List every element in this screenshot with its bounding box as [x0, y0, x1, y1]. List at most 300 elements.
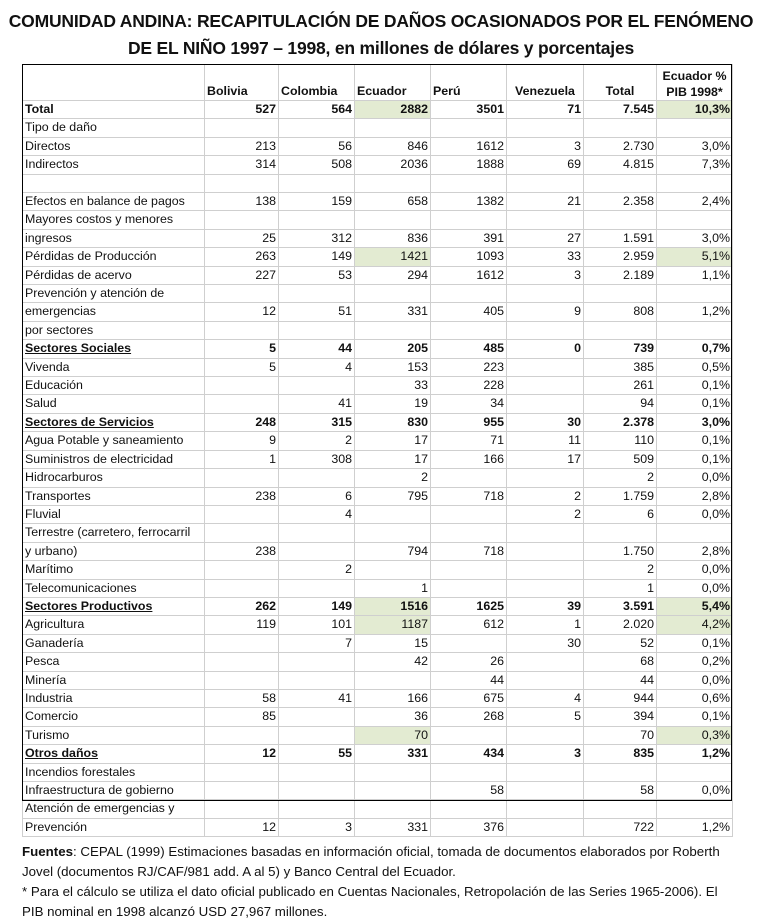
damage-table	[22, 64, 733, 837]
cell-bolivia: 12	[205, 745, 279, 763]
table-row	[23, 653, 733, 671]
cell-venezuela: 2	[507, 505, 584, 523]
cell-venezuela	[507, 395, 584, 413]
cell-venezuela	[507, 561, 584, 579]
cell-ecuador: 153	[355, 358, 431, 376]
cell-ecuador-pct-pib: 0,7%	[657, 340, 733, 358]
cell-bolivia: 238	[205, 542, 279, 560]
cell-ecuador-pct-pib: 0,0%	[657, 782, 733, 800]
table-row	[23, 469, 733, 487]
cell-peru: 1612	[431, 137, 507, 155]
cell-colombia	[279, 763, 355, 781]
cell-ecuador-pct-pib: 1,2%	[657, 745, 733, 763]
cell-venezuela	[507, 211, 584, 229]
cell-ecuador: 795	[355, 487, 431, 505]
row-label: Pérdidas de acervo	[23, 266, 205, 284]
cell-ecuador-pct-pib: 0,1%	[657, 377, 733, 395]
cell-venezuela	[507, 469, 584, 487]
cell-ecuador: 331	[355, 303, 431, 321]
footnote: * Para el cálculo se utiliza el dato oficial publicado en Cuentas Nacionales, Retropolación de las Series 1965-2006). El PIB nominal en 1998 alcanzó USD 27,967 millones.	[22, 884, 718, 919]
cell-bolivia	[205, 211, 279, 229]
cell-peru: 223	[431, 358, 507, 376]
cell-peru: 434	[431, 745, 507, 763]
cell-total: 722	[584, 818, 657, 836]
cell-total	[584, 524, 657, 542]
cell-ecuador-pct-pib: 7,3%	[657, 156, 733, 174]
cell-bolivia: 85	[205, 708, 279, 726]
row-label: Agricultura	[23, 616, 205, 634]
row-label: Sectores de Servicios	[23, 413, 205, 431]
cell-ecuador: 294	[355, 266, 431, 284]
cell-peru	[431, 211, 507, 229]
cell-venezuela	[507, 579, 584, 597]
cell-ecuador-pct-pib	[657, 763, 733, 781]
cell-venezuela: 5	[507, 708, 584, 726]
cell-peru: 1093	[431, 248, 507, 266]
cell-ecuador-pct-pib: 0,1%	[657, 395, 733, 413]
row-label: Mayores costos y menores	[23, 211, 205, 229]
row-label: Comercio	[23, 708, 205, 726]
cell-colombia	[279, 524, 355, 542]
row-label: Prevención y atención de	[23, 285, 205, 303]
cell-peru: 268	[431, 708, 507, 726]
cell-venezuela: 3	[507, 137, 584, 155]
cell-ecuador: 17	[355, 432, 431, 450]
cell-ecuador	[355, 763, 431, 781]
table-row	[23, 137, 733, 155]
cell-total: 835	[584, 745, 657, 763]
cell-colombia	[279, 653, 355, 671]
table-row	[23, 726, 733, 744]
cell-colombia	[279, 377, 355, 395]
table-row	[23, 505, 733, 523]
row-label: Pérdidas de Producción	[23, 248, 205, 266]
cell-ecuador-pct-pib: 0,0%	[657, 505, 733, 523]
cell-bolivia	[205, 653, 279, 671]
row-label: Incendios forestales	[23, 763, 205, 781]
cell-total: 394	[584, 708, 657, 726]
cell-peru: 376	[431, 818, 507, 836]
row-label: Directos	[23, 137, 205, 155]
table-row	[23, 597, 733, 615]
cell-colombia: 149	[279, 248, 355, 266]
cell-ecuador: 658	[355, 193, 431, 211]
cell-peru: 228	[431, 377, 507, 395]
cell-peru	[431, 174, 507, 192]
cell-colombia: 2	[279, 432, 355, 450]
cell-venezuela: 0	[507, 340, 584, 358]
cell-peru: 71	[431, 432, 507, 450]
cell-venezuela: 4	[507, 689, 584, 707]
cell-ecuador-pct-pib	[657, 285, 733, 303]
cell-venezuela	[507, 800, 584, 818]
row-label: por sectores	[23, 321, 205, 339]
header-total: Total	[584, 65, 657, 101]
cell-ecuador: 1516	[355, 597, 431, 615]
cell-peru	[431, 763, 507, 781]
row-label: Hidrocarburos	[23, 469, 205, 487]
row-label: Efectos en balance de pagos	[23, 193, 205, 211]
cell-ecuador-pct-pib: 0,1%	[657, 708, 733, 726]
cell-venezuela: 27	[507, 229, 584, 247]
cell-ecuador-pct-pib	[657, 321, 733, 339]
cell-total: 1.759	[584, 487, 657, 505]
cell-venezuela: 3	[507, 745, 584, 763]
cell-ecuador: 331	[355, 745, 431, 763]
cell-colombia: 101	[279, 616, 355, 634]
row-label: Infraestructura de gobierno	[23, 782, 205, 800]
cell-bolivia: 262	[205, 597, 279, 615]
cell-total: 2	[584, 561, 657, 579]
cell-colombia: 508	[279, 156, 355, 174]
row-label: Atención de emergencias y	[23, 800, 205, 818]
cell-bolivia	[205, 634, 279, 652]
table-row	[23, 340, 733, 358]
cell-venezuela: 69	[507, 156, 584, 174]
cell-total: 52	[584, 634, 657, 652]
cell-bolivia	[205, 726, 279, 744]
cell-peru	[431, 469, 507, 487]
cell-ecuador-pct-pib: 2,8%	[657, 487, 733, 505]
row-label	[23, 174, 205, 192]
table-row	[23, 561, 733, 579]
cell-peru: 675	[431, 689, 507, 707]
header-colombia: Colombia	[279, 65, 355, 101]
cell-ecuador-pct-pib: 5,1%	[657, 248, 733, 266]
cell-peru: 34	[431, 395, 507, 413]
row-label: Telecomunicaciones	[23, 579, 205, 597]
cell-ecuador-pct-pib	[657, 800, 733, 818]
cell-ecuador-pct-pib: 0,1%	[657, 450, 733, 468]
table-body	[23, 65, 733, 837]
cell-ecuador: 70	[355, 726, 431, 744]
table-row	[23, 358, 733, 376]
cell-venezuela: 9	[507, 303, 584, 321]
cell-ecuador-pct-pib: 2,4%	[657, 193, 733, 211]
cell-venezuela	[507, 782, 584, 800]
cell-colombia	[279, 469, 355, 487]
table-row	[23, 303, 733, 321]
cell-total: 2.358	[584, 193, 657, 211]
cell-ecuador-pct-pib: 1,2%	[657, 303, 733, 321]
cell-bolivia: 248	[205, 413, 279, 431]
cell-peru: 1625	[431, 597, 507, 615]
cell-colombia: 4	[279, 505, 355, 523]
cell-total: 7.545	[584, 101, 657, 119]
cell-peru: 1382	[431, 193, 507, 211]
cell-venezuela: 17	[507, 450, 584, 468]
cell-venezuela: 39	[507, 597, 584, 615]
cell-ecuador: 36	[355, 708, 431, 726]
cell-ecuador: 19	[355, 395, 431, 413]
table-row	[23, 193, 733, 211]
cell-ecuador-pct-pib: 3,0%	[657, 413, 733, 431]
cell-total: 2.189	[584, 266, 657, 284]
cell-ecuador	[355, 524, 431, 542]
cell-bolivia: 527	[205, 101, 279, 119]
cell-total: 385	[584, 358, 657, 376]
cell-ecuador-pct-pib: 0,0%	[657, 561, 733, 579]
row-label: Transportes	[23, 487, 205, 505]
cell-peru	[431, 321, 507, 339]
cell-colombia: 55	[279, 745, 355, 763]
row-label: Terrestre (carretero, ferrocarril	[23, 524, 205, 542]
row-label: Suministros de electricidad	[23, 450, 205, 468]
cell-venezuela: 2	[507, 487, 584, 505]
table-row	[23, 432, 733, 450]
cell-colombia	[279, 800, 355, 818]
cell-total: 94	[584, 395, 657, 413]
cell-total: 2	[584, 469, 657, 487]
table-row	[23, 174, 733, 192]
cell-ecuador-pct-pib: 10,3%	[657, 101, 733, 119]
cell-colombia: 564	[279, 101, 355, 119]
cell-ecuador-pct-pib: 0,0%	[657, 671, 733, 689]
cell-bolivia	[205, 561, 279, 579]
cell-total: 944	[584, 689, 657, 707]
cell-ecuador: 2036	[355, 156, 431, 174]
cell-total: 1.750	[584, 542, 657, 560]
cell-colombia: 41	[279, 395, 355, 413]
cell-colombia: 53	[279, 266, 355, 284]
row-label: Vivenda	[23, 358, 205, 376]
cell-colombia: 41	[279, 689, 355, 707]
cell-colombia: 149	[279, 597, 355, 615]
cell-ecuador-pct-pib: 0,5%	[657, 358, 733, 376]
cell-colombia	[279, 579, 355, 597]
cell-ecuador-pct-pib: 0,0%	[657, 469, 733, 487]
cell-bolivia	[205, 800, 279, 818]
cell-colombia: 308	[279, 450, 355, 468]
cell-total: 1	[584, 579, 657, 597]
cell-total: 4.815	[584, 156, 657, 174]
cell-colombia: 44	[279, 340, 355, 358]
table-row	[23, 745, 733, 763]
cell-total	[584, 211, 657, 229]
row-label: Prevención	[23, 818, 205, 836]
cell-bolivia: 5	[205, 358, 279, 376]
cell-peru	[431, 800, 507, 818]
row-label: Educación	[23, 377, 205, 395]
cell-bolivia: 138	[205, 193, 279, 211]
cell-ecuador-pct-pib: 4,2%	[657, 616, 733, 634]
table-row	[23, 524, 733, 542]
table-row	[23, 321, 733, 339]
table-row	[23, 800, 733, 818]
cell-peru: 1612	[431, 266, 507, 284]
cell-ecuador: 205	[355, 340, 431, 358]
header-venezuela: Venezuela	[507, 65, 584, 101]
cell-bolivia: 1	[205, 450, 279, 468]
cell-bolivia: 12	[205, 818, 279, 836]
table-row	[23, 377, 733, 395]
cell-colombia: 2	[279, 561, 355, 579]
cell-bolivia	[205, 469, 279, 487]
cell-ecuador-pct-pib: 3,0%	[657, 137, 733, 155]
row-label: Minería	[23, 671, 205, 689]
cell-bolivia: 227	[205, 266, 279, 284]
cell-bolivia	[205, 524, 279, 542]
row-label: Turismo	[23, 726, 205, 744]
fuentes-note	[22, 842, 740, 882]
table-row	[23, 782, 733, 800]
table-row	[23, 634, 733, 652]
table-row	[23, 671, 733, 689]
cell-venezuela	[507, 671, 584, 689]
cell-venezuela	[507, 653, 584, 671]
cell-venezuela	[507, 119, 584, 137]
cell-ecuador-pct-pib	[657, 524, 733, 542]
row-label: Pesca	[23, 653, 205, 671]
cell-ecuador	[355, 800, 431, 818]
cell-ecuador: 1421	[355, 248, 431, 266]
cell-total: 3.591	[584, 597, 657, 615]
cell-ecuador: 830	[355, 413, 431, 431]
cell-ecuador	[355, 561, 431, 579]
fuentes-label: Fuentes	[22, 844, 73, 859]
cell-bolivia	[205, 285, 279, 303]
cell-total: 1.591	[584, 229, 657, 247]
cell-peru: 166	[431, 450, 507, 468]
cell-total: 2.378	[584, 413, 657, 431]
cell-colombia: 7	[279, 634, 355, 652]
table-row	[23, 101, 733, 119]
cell-total	[584, 321, 657, 339]
cell-peru: 58	[431, 782, 507, 800]
cell-venezuela: 11	[507, 432, 584, 450]
cell-bolivia: 119	[205, 616, 279, 634]
cell-bolivia	[205, 579, 279, 597]
cell-bolivia: 9	[205, 432, 279, 450]
header-bolivia: Bolivia	[205, 65, 279, 101]
cell-ecuador	[355, 321, 431, 339]
cell-ecuador: 166	[355, 689, 431, 707]
cell-ecuador-pct-pib: 2,8%	[657, 542, 733, 560]
cell-total	[584, 763, 657, 781]
cell-peru: 405	[431, 303, 507, 321]
row-label: Industria	[23, 689, 205, 707]
cell-ecuador-pct-pib: 3,0%	[657, 229, 733, 247]
cell-bolivia	[205, 377, 279, 395]
cell-bolivia	[205, 782, 279, 800]
cell-peru	[431, 524, 507, 542]
table-row	[23, 211, 733, 229]
cell-total: 739	[584, 340, 657, 358]
table-row	[23, 119, 733, 137]
cell-venezuela	[507, 377, 584, 395]
cell-peru: 391	[431, 229, 507, 247]
row-label: Sectores Productivos	[23, 597, 205, 615]
cell-total: 68	[584, 653, 657, 671]
cell-bolivia: 5	[205, 340, 279, 358]
cell-venezuela: 71	[507, 101, 584, 119]
cell-venezuela: 33	[507, 248, 584, 266]
title-line-1: COMUNIDAD ANDINA: RECAPITULACIÓN DE DAÑOS OCASIONADOS POR EL FENÓMENO	[8, 11, 754, 31]
cell-peru: 718	[431, 487, 507, 505]
cell-peru	[431, 634, 507, 652]
cell-colombia	[279, 285, 355, 303]
table-row	[23, 579, 733, 597]
cell-colombia: 6	[279, 487, 355, 505]
cell-ecuador-pct-pib: 0,1%	[657, 432, 733, 450]
cell-ecuador: 2882	[355, 101, 431, 119]
cell-colombia: 315	[279, 413, 355, 431]
cell-colombia: 3	[279, 818, 355, 836]
cell-total	[584, 285, 657, 303]
cell-peru	[431, 119, 507, 137]
cell-venezuela: 1	[507, 616, 584, 634]
cell-peru	[431, 285, 507, 303]
cell-venezuela	[507, 818, 584, 836]
cell-venezuela	[507, 174, 584, 192]
cell-total	[584, 800, 657, 818]
cell-colombia	[279, 321, 355, 339]
cell-venezuela: 30	[507, 634, 584, 652]
cell-ecuador	[355, 211, 431, 229]
cell-colombia	[279, 708, 355, 726]
cell-bolivia	[205, 671, 279, 689]
row-label: Ganadería	[23, 634, 205, 652]
cell-ecuador: 1187	[355, 616, 431, 634]
header-ecuador: Ecuador	[355, 65, 431, 101]
cell-bolivia	[205, 119, 279, 137]
source-notes	[22, 842, 740, 922]
cell-ecuador	[355, 782, 431, 800]
cell-ecuador-pct-pib	[657, 211, 733, 229]
cell-colombia	[279, 211, 355, 229]
row-label: Total	[23, 101, 205, 119]
cell-ecuador-pct-pib: 0,2%	[657, 653, 733, 671]
cell-ecuador-pct-pib: 0,6%	[657, 689, 733, 707]
row-label: Indirectos	[23, 156, 205, 174]
cell-colombia	[279, 782, 355, 800]
cell-ecuador: 846	[355, 137, 431, 155]
table-row	[23, 285, 733, 303]
cell-venezuela	[507, 285, 584, 303]
cell-ecuador-pct-pib: 0,0%	[657, 579, 733, 597]
row-label: Marítimo	[23, 561, 205, 579]
cell-bolivia	[205, 395, 279, 413]
row-label: ingresos	[23, 229, 205, 247]
table-row	[23, 266, 733, 284]
cell-colombia	[279, 671, 355, 689]
cell-total: 44	[584, 671, 657, 689]
cell-ecuador: 15	[355, 634, 431, 652]
cell-ecuador-pct-pib: 1,2%	[657, 818, 733, 836]
header-ecuador-pct	[657, 65, 733, 101]
table-row	[23, 818, 733, 836]
cell-venezuela: 30	[507, 413, 584, 431]
cell-total: 110	[584, 432, 657, 450]
fuentes-text: : CEPAL (1999) Estimaciones basadas en información oficial, tomada de documentos elaborados por Roberth Jovel (documentos RJ/CAF/981 add. A al 5) y Banco Central del Ecuador.	[22, 844, 720, 879]
cell-venezuela	[507, 524, 584, 542]
cell-bolivia	[205, 174, 279, 192]
table-row	[23, 487, 733, 505]
table-row	[23, 156, 733, 174]
cell-ecuador	[355, 505, 431, 523]
cell-total: 808	[584, 303, 657, 321]
row-label: Agua Potable y saneamiento	[23, 432, 205, 450]
cell-peru: 26	[431, 653, 507, 671]
cell-total: 6	[584, 505, 657, 523]
cell-venezuela: 21	[507, 193, 584, 211]
table-row	[23, 689, 733, 707]
cell-venezuela	[507, 726, 584, 744]
title-line-2: DE EL NIÑO 1997 – 1998, en millones de dólares y porcentajes	[127, 38, 635, 58]
row-label: Otros daños	[23, 745, 205, 763]
cell-total: 509	[584, 450, 657, 468]
cell-ecuador: 331	[355, 818, 431, 836]
